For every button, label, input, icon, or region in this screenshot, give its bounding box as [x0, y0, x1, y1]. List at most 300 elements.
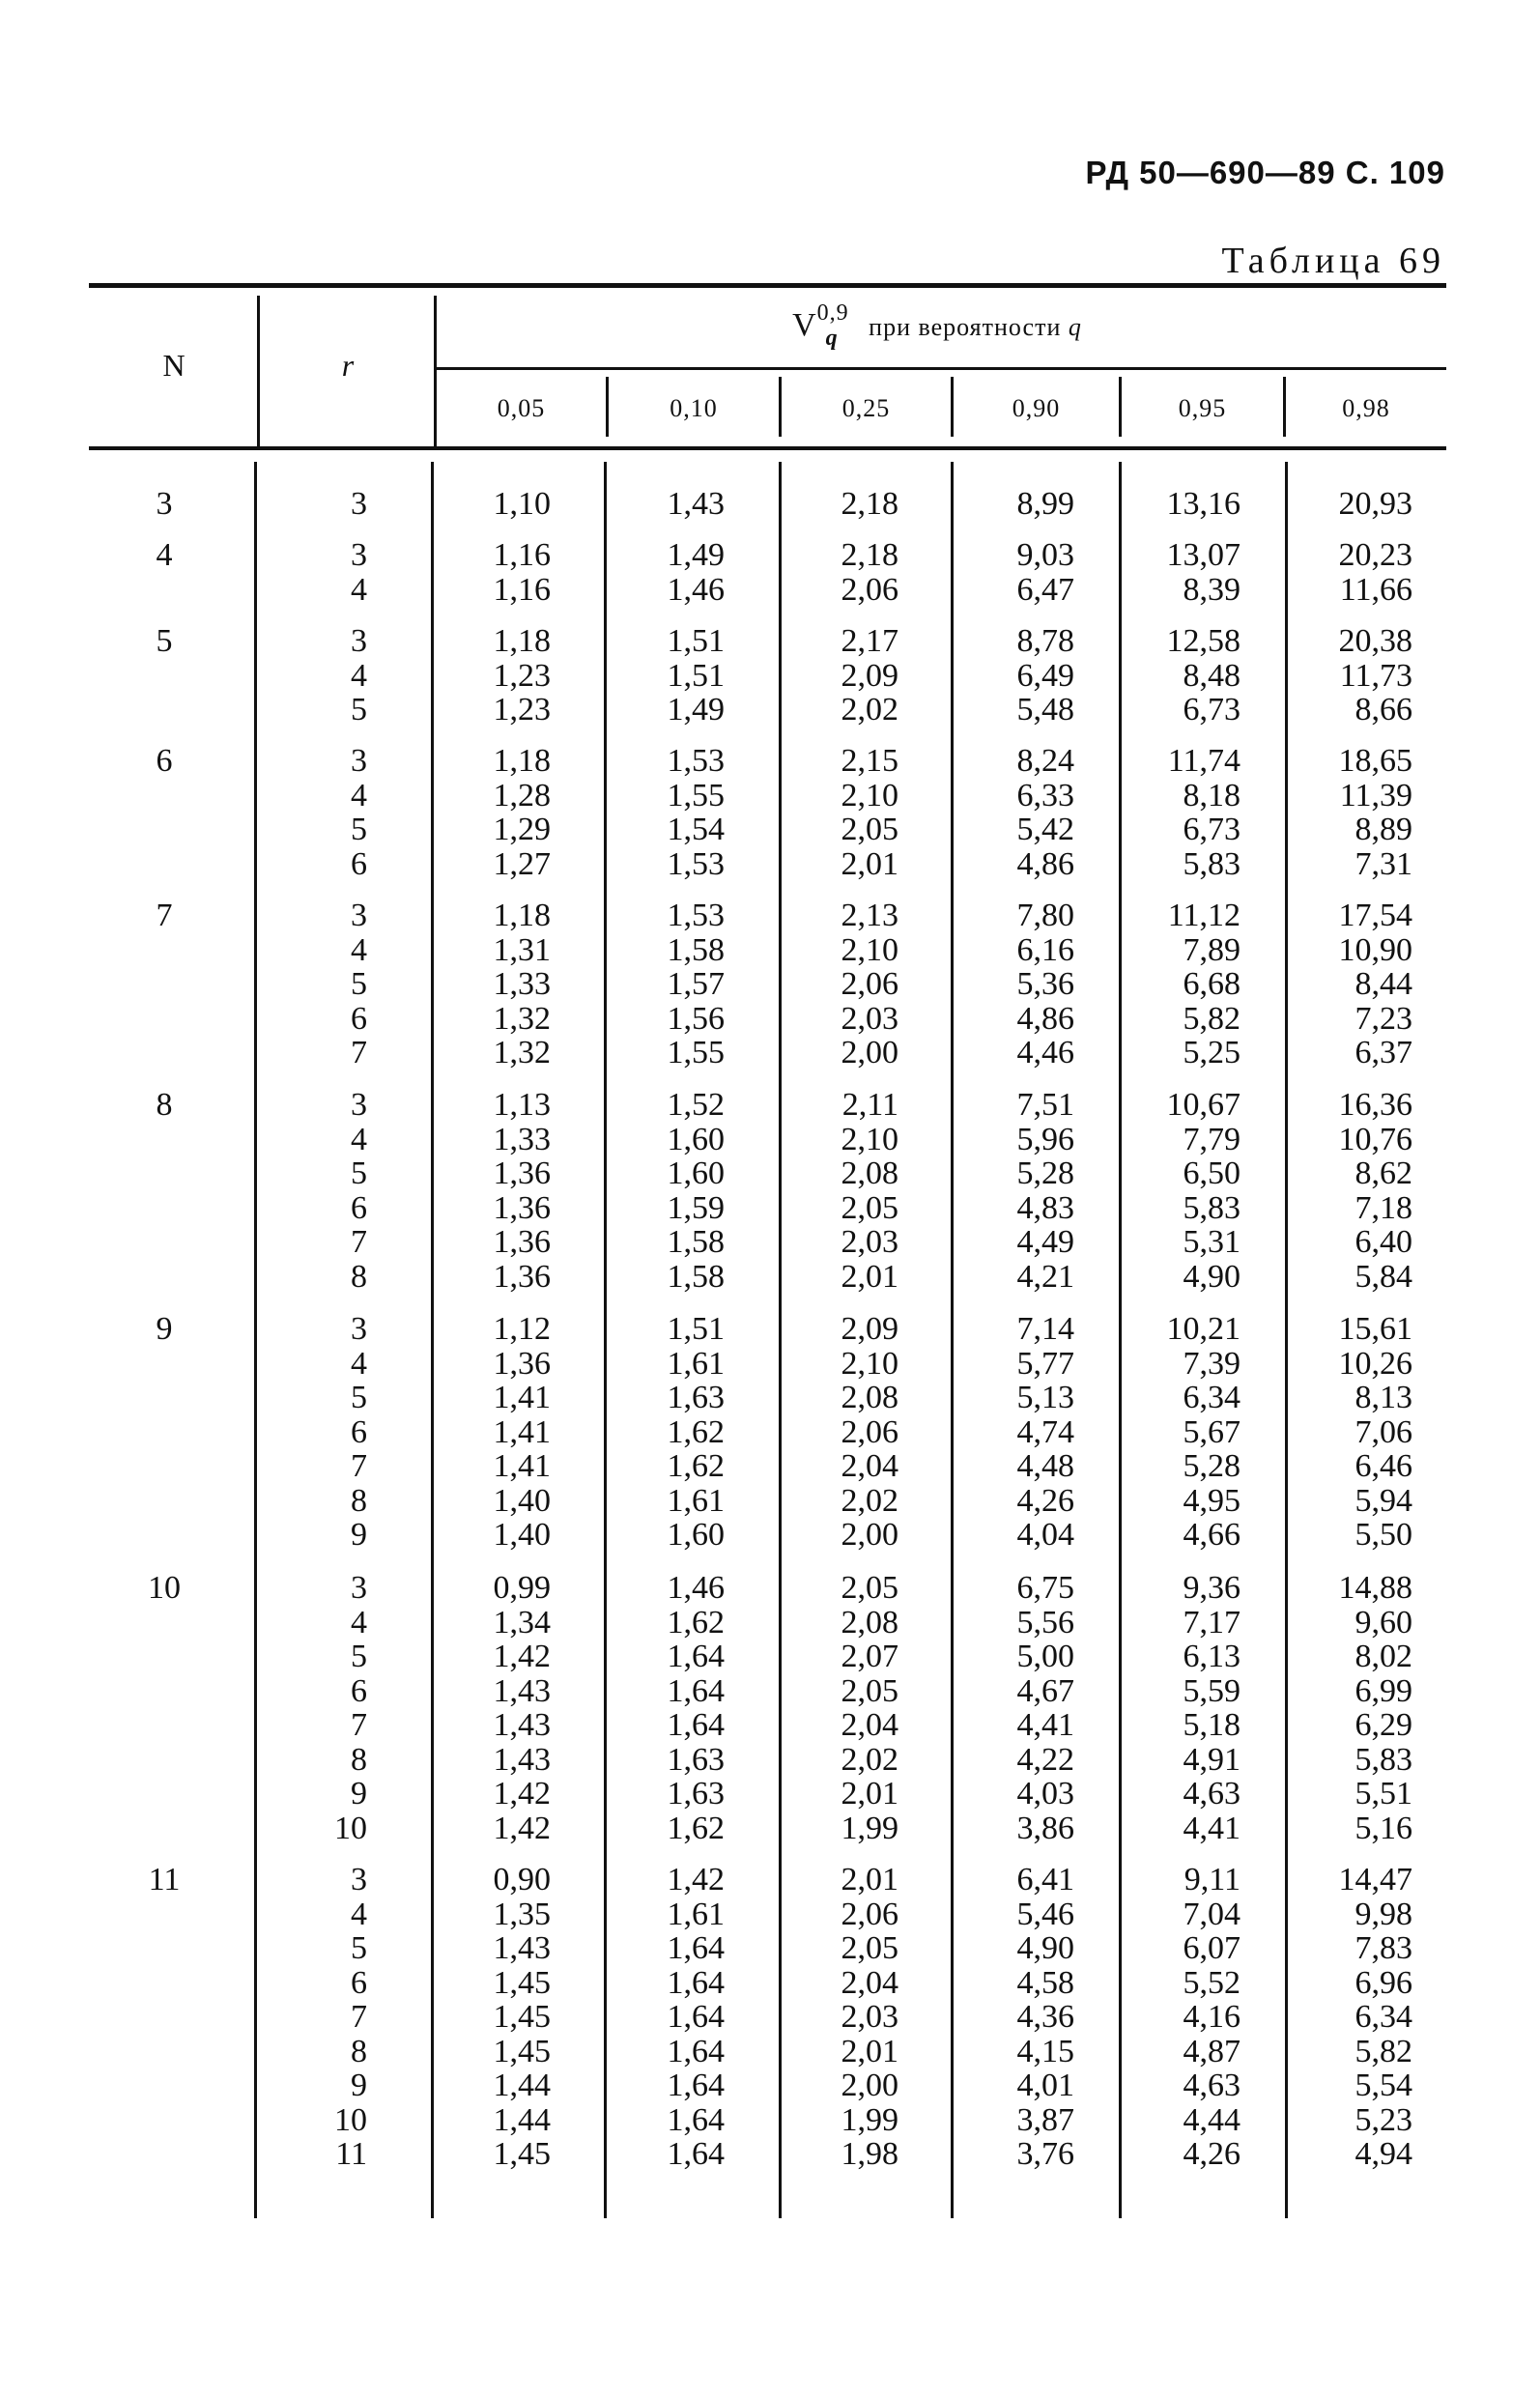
cell-value-q3: 6,49: [1016, 657, 1074, 694]
cell-value-q1: 1,42: [667, 1862, 725, 1897]
row-group-n0: [0, 487, 1540, 522]
cell-value-q2: 2,03: [841, 1224, 898, 1260]
header-v-symbol: V: [792, 307, 817, 343]
table-row: [0, 1897, 1540, 1932]
cell-value-q2: 2,07: [841, 1639, 898, 1674]
cell-value-q1: 1,64: [667, 2136, 725, 2172]
header-v-superscript: 0,9: [816, 300, 849, 326]
cell-value-q1: 1,58: [667, 1224, 725, 1260]
cell-value-q3: 4,36: [1016, 1999, 1074, 2035]
cell-r: 4: [351, 1896, 367, 1932]
header-q-0: 0,05: [497, 394, 546, 422]
cell-value-q5: 8,66: [1355, 692, 1412, 727]
cell-value-q3: 4,86: [1016, 845, 1074, 882]
cell-value-q2: 1,99: [841, 1810, 898, 1846]
table-row: [0, 1708, 1540, 1743]
cell-value-q2: 2,09: [841, 657, 898, 694]
cell-value-q0: 1,44: [493, 2068, 551, 2103]
cell-value-q3: 4,03: [1016, 1776, 1074, 1811]
cell-value-q5: 18,65: [1338, 743, 1412, 779]
cell-value-q1: 1,62: [667, 1413, 725, 1450]
cell-value-q1: 1,60: [667, 1121, 725, 1157]
cell-value-q4: 4,63: [1183, 2068, 1241, 2103]
cell-value-q0: 1,29: [493, 812, 551, 847]
table-row: [0, 1518, 1540, 1553]
cell-value-q5: 15,61: [1338, 1311, 1412, 1347]
cell-r: 4: [351, 1604, 367, 1640]
cell-r: 8: [351, 1258, 367, 1295]
cell-value-q0: 1,42: [493, 1639, 551, 1674]
cell-value-q4: 9,11: [1184, 1862, 1241, 1897]
table-row: [0, 1449, 1540, 1484]
table-row: [0, 898, 1540, 933]
cell-value-q2: 2,00: [841, 1035, 898, 1070]
cell-value-q4: 6,07: [1183, 1930, 1241, 1966]
cell-value-q2: 2,03: [841, 1999, 898, 2035]
cell-value-q0: 1,33: [493, 1121, 551, 1157]
cell-value-q0: 1,45: [493, 2136, 551, 2172]
cell-value-q5: 16,36: [1338, 1087, 1412, 1123]
cell-value-q5: 7,23: [1355, 1000, 1412, 1037]
table-row: [0, 1191, 1540, 1226]
cell-value-q1: 1,58: [667, 931, 725, 968]
cell-value-q0: 1,33: [493, 966, 551, 1002]
cell-value-q4: 7,39: [1183, 1345, 1241, 1382]
cell-value-q0: 1,42: [493, 1810, 551, 1846]
cell-value-q5: 8,44: [1355, 966, 1412, 1002]
cell-r: 9: [351, 2068, 367, 2103]
table-row: [0, 1381, 1540, 1415]
cell-value-q2: 2,15: [841, 743, 898, 779]
cell-value-q0: 1,28: [493, 777, 551, 813]
row-group-n3: [0, 744, 1540, 881]
cell-value-q0: 1,43: [493, 1930, 551, 1966]
cell-value-q5: 20,23: [1338, 537, 1412, 573]
cell-value-q3: 4,15: [1016, 2033, 1074, 2069]
cell-value-q1: 1,46: [667, 1570, 725, 1606]
cell-value-q0: 1,34: [493, 1604, 551, 1640]
cell-value-q3: 4,83: [1016, 1189, 1074, 1226]
cell-r: 9: [351, 1776, 367, 1811]
cell-value-q0: 1,40: [493, 1517, 551, 1553]
cell-value-q3: 4,58: [1016, 1964, 1074, 2001]
table-row: [0, 1674, 1540, 1709]
cell-value-q4: 5,83: [1183, 845, 1241, 882]
table-row: [0, 1123, 1540, 1157]
cell-value-q5: 10,76: [1338, 1121, 1412, 1157]
cell-value-q1: 1,64: [667, 1930, 725, 1966]
table-row: [0, 693, 1540, 727]
table-row: [0, 1260, 1540, 1295]
cell-value-q0: 1,43: [493, 1741, 551, 1778]
table-row: [0, 779, 1540, 813]
cell-value-q2: 1,99: [841, 2101, 898, 2138]
cell-n: 11: [148, 1862, 181, 1897]
cell-value-q0: 1,32: [493, 1000, 551, 1037]
cell-value-q5: 5,54: [1355, 2068, 1412, 2103]
cell-value-q5: 11,39: [1339, 777, 1412, 813]
cell-value-q3: 5,28: [1016, 1155, 1074, 1191]
cell-value-q1: 1,51: [667, 623, 725, 659]
cell-value-q5: 5,84: [1355, 1258, 1412, 1295]
cell-r: 4: [351, 1121, 367, 1157]
cell-value-q0: 1,32: [493, 1035, 551, 1070]
cell-value-q0: 0,90: [493, 1862, 551, 1897]
cell-value-q2: 2,13: [841, 898, 898, 933]
cell-value-q4: 6,13: [1183, 1639, 1241, 1674]
cell-value-q1: 1,64: [667, 2033, 725, 2069]
cell-value-q3: 5,00: [1016, 1639, 1074, 1674]
cell-value-q4: 4,87: [1183, 2033, 1241, 2069]
cell-n: 8: [156, 1087, 173, 1123]
cell-value-q5: 7,31: [1355, 845, 1412, 882]
cell-value-q1: 1,53: [667, 898, 725, 933]
cell-value-q1: 1,59: [667, 1189, 725, 1226]
cell-value-q4: 5,59: [1183, 1672, 1241, 1709]
row-group-n7: [0, 1571, 1540, 1845]
table-row: [0, 1415, 1540, 1450]
cell-r: 5: [351, 1155, 367, 1191]
cell-value-q0: 1,16: [493, 571, 551, 608]
cell-value-q1: 1,49: [667, 537, 725, 573]
table-row: [0, 1347, 1540, 1382]
cell-value-q1: 1,49: [667, 692, 725, 727]
cell-value-q2: 2,02: [841, 1741, 898, 1778]
cell-value-q3: 5,46: [1016, 1896, 1074, 1932]
cell-value-q1: 1,53: [667, 743, 725, 779]
cell-value-q0: 1,16: [493, 537, 551, 573]
table-row: [0, 1606, 1540, 1640]
cell-value-q1: 1,54: [667, 812, 725, 847]
cell-r: 4: [351, 777, 367, 813]
cell-value-q5: 5,82: [1355, 2033, 1412, 2069]
cell-value-q0: 1,45: [493, 2033, 551, 2069]
cell-value-q5: 8,13: [1355, 1380, 1412, 1415]
cell-value-q1: 1,63: [667, 1741, 725, 1778]
cell-value-q0: 1,40: [493, 1482, 551, 1519]
cell-value-q0: 1,36: [493, 1224, 551, 1260]
cell-value-q4: 6,73: [1183, 812, 1241, 847]
cell-value-q5: 5,50: [1355, 1517, 1412, 1553]
cell-value-q4: 5,52: [1183, 1964, 1241, 2001]
row-group-n4: [0, 898, 1540, 1070]
cell-value-q2: 2,03: [841, 1000, 898, 1037]
cell-value-q4: 5,67: [1183, 1413, 1241, 1450]
cell-value-q1: 1,52: [667, 1087, 725, 1123]
cell-value-q2: 2,04: [841, 1448, 898, 1484]
cell-value-q0: 1,13: [493, 1087, 551, 1123]
cell-value-q0: 1,18: [493, 898, 551, 933]
cell-value-q4: 12,58: [1166, 623, 1241, 659]
cell-r: 3: [351, 537, 367, 573]
cell-value-q4: 4,41: [1183, 1810, 1241, 1846]
cell-value-q0: 1,10: [493, 486, 551, 522]
cell-r: 11: [335, 2136, 367, 2172]
row-group-n2: [0, 624, 1540, 727]
cell-value-q2: 2,08: [841, 1604, 898, 1640]
cell-value-q1: 1,63: [667, 1380, 725, 1415]
cell-value-q5: 7,06: [1355, 1413, 1412, 1450]
cell-value-q1: 1,62: [667, 1448, 725, 1484]
cell-value-q0: 1,18: [493, 743, 551, 779]
table-row: [0, 1484, 1540, 1519]
table-row: [0, 1743, 1540, 1778]
cell-value-q3: 5,36: [1016, 966, 1074, 1002]
cell-value-q5: 5,51: [1355, 1776, 1412, 1811]
cell-value-q1: 1,43: [667, 486, 725, 522]
cell-r: 10: [334, 1810, 367, 1846]
cell-value-q3: 8,99: [1016, 486, 1074, 522]
cell-value-q2: 2,11: [841, 1087, 898, 1123]
table-row: [0, 2035, 1540, 2069]
cell-value-q1: 1,64: [667, 1999, 725, 2035]
cell-value-q2: 2,10: [841, 777, 898, 813]
table-top-rule: [89, 283, 1446, 288]
cell-value-q3: 4,04: [1016, 1517, 1074, 1553]
cell-value-q2: 2,18: [841, 537, 898, 573]
cell-value-q2: 2,01: [841, 1258, 898, 1295]
cell-value-q2: 2,02: [841, 1482, 898, 1519]
cell-value-q3: 4,90: [1016, 1930, 1074, 1966]
cell-value-q4: 8,18: [1183, 777, 1241, 813]
cell-r: 7: [351, 1707, 367, 1743]
cell-value-q4: 10,21: [1166, 1311, 1241, 1347]
table-row: [0, 933, 1540, 968]
cell-value-q2: 2,01: [841, 2033, 898, 2069]
cell-value-q5: 7,83: [1355, 1930, 1412, 1966]
cell-value-q5: 11,73: [1339, 657, 1412, 694]
cell-value-q0: 1,36: [493, 1258, 551, 1295]
cell-value-q3: 3,87: [1016, 2101, 1074, 2138]
cell-value-q2: 2,01: [841, 1862, 898, 1897]
cell-value-q3: 4,26: [1016, 1482, 1074, 1519]
table-caption: Таблица 69: [1221, 241, 1445, 281]
cell-value-q0: 1,36: [493, 1155, 551, 1191]
cell-value-q2: 2,08: [841, 1155, 898, 1191]
cell-value-q5: 6,46: [1355, 1448, 1412, 1484]
cell-n: 4: [156, 537, 173, 573]
cell-r: 4: [351, 1345, 367, 1382]
cell-value-q1: 1,60: [667, 1517, 725, 1553]
table-row: [0, 2000, 1540, 2035]
cell-value-q0: 1,23: [493, 692, 551, 727]
cell-value-q1: 1,64: [667, 1639, 725, 1674]
header-q-1: 0,10: [670, 394, 718, 422]
cell-value-q5: 5,23: [1355, 2101, 1412, 2138]
cell-r: 4: [351, 931, 367, 968]
cell-value-q0: 1,41: [493, 1380, 551, 1415]
cell-value-q2: 2,05: [841, 1189, 898, 1226]
cell-value-q4: 6,50: [1183, 1155, 1241, 1191]
cell-value-q2: 2,10: [841, 1121, 898, 1157]
cell-value-q5: 17,54: [1338, 898, 1412, 933]
cell-r: 5: [351, 692, 367, 727]
cell-n: 10: [148, 1570, 181, 1606]
cell-value-q5: 11,66: [1339, 571, 1412, 608]
cell-value-q1: 1,53: [667, 845, 725, 882]
table-row: [0, 573, 1540, 608]
cell-value-q1: 1,61: [667, 1896, 725, 1932]
cell-value-q3: 7,51: [1016, 1087, 1074, 1123]
table-row: [0, 2137, 1540, 2172]
cell-value-q1: 1,64: [667, 1707, 725, 1743]
cell-r: 7: [351, 1448, 367, 1484]
cell-value-q2: 2,00: [841, 1517, 898, 1553]
cell-r: 10: [334, 2101, 367, 2138]
cell-value-q5: 6,96: [1355, 1964, 1412, 2001]
header-q-3: 0,90: [1012, 394, 1061, 422]
cell-value-q3: 7,14: [1016, 1311, 1074, 1347]
cell-value-q1: 1,58: [667, 1258, 725, 1295]
cell-r: 5: [351, 1639, 367, 1674]
cell-value-q0: 1,41: [493, 1448, 551, 1484]
cell-value-q3: 4,48: [1016, 1448, 1074, 1484]
cell-value-q3: 4,41: [1016, 1707, 1074, 1743]
cell-value-q1: 1,64: [667, 2068, 725, 2103]
cell-r: 6: [351, 1672, 367, 1709]
cell-r: 7: [351, 1035, 367, 1070]
cell-value-q4: 8,39: [1183, 571, 1241, 608]
table-row: [0, 1931, 1540, 1966]
cell-value-q1: 1,60: [667, 1155, 725, 1191]
cell-value-q3: 5,77: [1016, 1345, 1074, 1382]
cell-value-q2: 2,01: [841, 845, 898, 882]
cell-r: 3: [351, 1862, 367, 1897]
cell-value-q4: 7,89: [1183, 931, 1241, 968]
cell-r: 7: [351, 1224, 367, 1260]
cell-r: 6: [351, 1000, 367, 1037]
row-group-n5: [0, 1088, 1540, 1294]
cell-value-q0: 1,12: [493, 1311, 551, 1347]
cell-value-q5: 6,40: [1355, 1224, 1412, 1260]
table-row: [0, 1966, 1540, 2001]
cell-value-q3: 5,13: [1016, 1380, 1074, 1415]
table-row: [0, 624, 1540, 659]
cell-value-q1: 1,56: [667, 1000, 725, 1037]
cell-value-q2: 2,01: [841, 1776, 898, 1811]
cell-n: 9: [156, 1311, 173, 1347]
cell-value-q3: 4,46: [1016, 1035, 1074, 1070]
cell-value-q3: 4,22: [1016, 1741, 1074, 1778]
cell-value-q3: 9,03: [1016, 537, 1074, 573]
cell-value-q5: 6,34: [1355, 1999, 1412, 2035]
header-subrule: [437, 367, 1446, 370]
cell-value-q5: 5,83: [1355, 1741, 1412, 1778]
table-row: [0, 1571, 1540, 1606]
cell-value-q5: 6,99: [1355, 1672, 1412, 1709]
cell-r: 8: [351, 1482, 367, 1519]
cell-value-q5: 8,02: [1355, 1639, 1412, 1674]
cell-value-q5: 7,18: [1355, 1189, 1412, 1226]
cell-r: 5: [351, 1380, 367, 1415]
cell-value-q0: 1,43: [493, 1707, 551, 1743]
cell-value-q5: 8,89: [1355, 812, 1412, 847]
cell-r: 3: [351, 1570, 367, 1606]
cell-value-q3: 8,24: [1016, 743, 1074, 779]
header-v-q: q: [1068, 313, 1082, 341]
cell-value-q1: 1,46: [667, 571, 725, 608]
cell-value-q2: 2,08: [841, 1380, 898, 1415]
cell-value-q4: 4,66: [1183, 1517, 1241, 1553]
cell-r: 7: [351, 1999, 367, 2035]
cell-value-q2: 2,04: [841, 1707, 898, 1743]
cell-value-q4: 13,07: [1166, 537, 1241, 573]
cell-value-q4: 4,44: [1183, 2101, 1241, 2138]
cell-r: 5: [351, 812, 367, 847]
cell-value-q3: 5,48: [1016, 692, 1074, 727]
cell-value-q4: 4,91: [1183, 1741, 1241, 1778]
cell-value-q0: 1,36: [493, 1345, 551, 1382]
cell-value-q4: 5,18: [1183, 1707, 1241, 1743]
cell-value-q5: 6,37: [1355, 1035, 1412, 1070]
cell-r: 5: [351, 1930, 367, 1966]
header-v-span: [435, 300, 1440, 351]
cell-value-q1: 1,55: [667, 1035, 725, 1070]
cell-value-q5: 14,47: [1338, 1862, 1412, 1897]
cell-value-q5: 4,94: [1355, 2136, 1412, 2172]
cell-n: 3: [156, 486, 173, 522]
cell-value-q1: 1,61: [667, 1345, 725, 1382]
table-row: [0, 1811, 1540, 1846]
cell-value-q1: 1,64: [667, 1964, 725, 2001]
cell-value-q4: 10,67: [1166, 1087, 1241, 1123]
cell-r: 6: [351, 1189, 367, 1226]
table-row: [0, 659, 1540, 694]
cell-value-q3: 4,01: [1016, 2068, 1074, 2103]
cell-value-q0: 1,45: [493, 1999, 551, 2035]
cell-value-q2: 2,17: [841, 623, 898, 659]
cell-value-q0: 1,18: [493, 623, 551, 659]
cell-value-q3: 7,80: [1016, 898, 1074, 933]
table-row: [0, 1777, 1540, 1811]
cell-r: 6: [351, 1413, 367, 1450]
cell-value-q2: 2,00: [841, 2068, 898, 2103]
table-row: [0, 487, 1540, 522]
cell-value-q5: 20,38: [1338, 623, 1412, 659]
cell-value-q4: 5,83: [1183, 1189, 1241, 1226]
cell-value-q2: 1,98: [841, 2136, 898, 2172]
cell-value-q5: 9,60: [1355, 1604, 1412, 1640]
cell-value-q2: 2,06: [841, 1896, 898, 1932]
header-n: N: [162, 348, 185, 383]
cell-r: 4: [351, 571, 367, 608]
cell-value-q0: 1,35: [493, 1896, 551, 1932]
cell-value-q4: 4,63: [1183, 1776, 1241, 1811]
cell-r: 8: [351, 1741, 367, 1778]
cell-value-q4: 13,16: [1166, 486, 1241, 522]
table-row: [0, 744, 1540, 779]
cell-value-q0: 1,27: [493, 845, 551, 882]
header-q-4: 0,95: [1178, 394, 1227, 422]
cell-n: 7: [156, 898, 173, 933]
cell-value-q2: 2,05: [841, 812, 898, 847]
cell-value-q2: 2,10: [841, 931, 898, 968]
cell-value-q5: 5,94: [1355, 1482, 1412, 1519]
cell-value-q3: 5,56: [1016, 1604, 1074, 1640]
cell-r: 3: [351, 1311, 367, 1347]
cell-value-q3: 5,42: [1016, 812, 1074, 847]
header-v-text: при вероятности: [869, 313, 1062, 341]
table-row: [0, 2103, 1540, 2138]
table-row: [0, 1002, 1540, 1037]
cell-value-q3: 3,76: [1016, 2136, 1074, 2172]
cell-value-q0: 1,31: [493, 931, 551, 968]
col-divider-r-header: [257, 296, 260, 446]
cell-value-q2: 2,18: [841, 486, 898, 522]
table-row: [0, 847, 1540, 882]
cell-value-q2: 2,06: [841, 1413, 898, 1450]
cell-value-q2: 2,05: [841, 1930, 898, 1966]
